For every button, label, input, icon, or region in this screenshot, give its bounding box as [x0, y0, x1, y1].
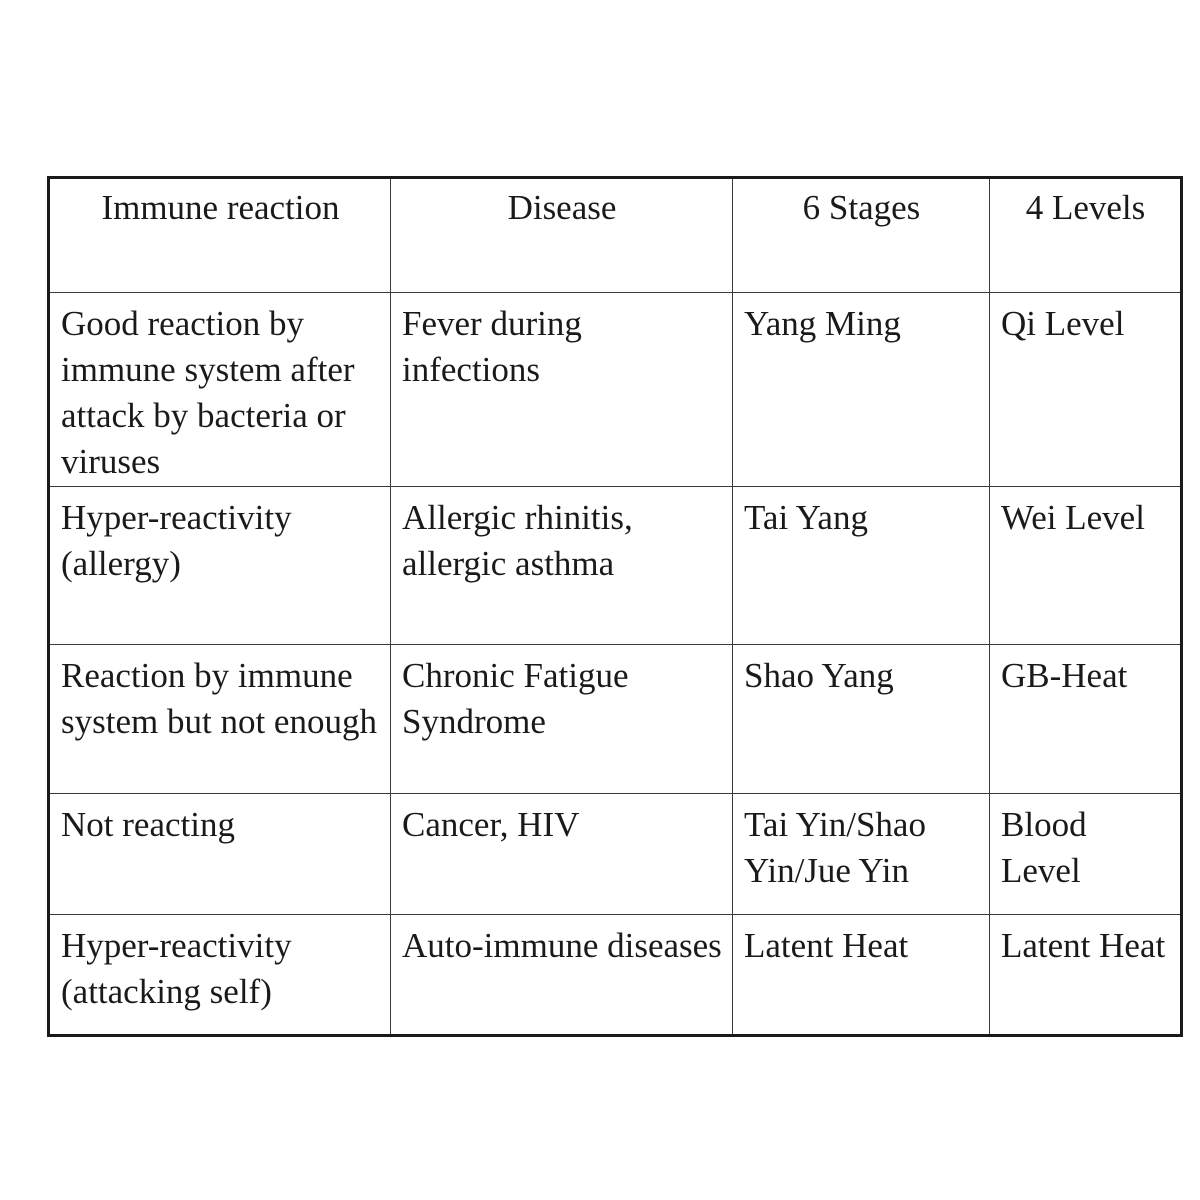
cell-6-stages: Tai Yin/Shao Yin/Jue Yin — [733, 794, 990, 915]
table-row — [49, 915, 1182, 1036]
cell-disease: Cancer, HIV — [391, 794, 733, 915]
cell-6-stages: Tai Yang — [733, 487, 990, 645]
cell-6-stages: Latent Heat — [733, 915, 990, 1036]
cell-disease: Chronic Fatigue Syndrome — [391, 645, 733, 794]
cell-4-levels: Wei Level — [990, 487, 1182, 645]
header-immune-reaction: Immune reaction — [49, 178, 391, 293]
cell-immune-reaction: Good reaction by immune system after attack by bacteria or viruses — [49, 293, 391, 487]
cell-6-stages: Yang Ming — [733, 293, 990, 487]
cell-immune-reaction: Not reacting — [49, 794, 391, 915]
table-row — [49, 794, 1182, 915]
table-header-row — [49, 178, 1182, 293]
cell-immune-reaction: Hyper-reactivity (attacking self) — [49, 915, 391, 1036]
cell-4-levels: Qi Level — [990, 293, 1182, 487]
table-row — [49, 487, 1182, 645]
cell-disease: Allergic rhinitis, allergic asthma — [391, 487, 733, 645]
cell-4-levels: GB-Heat — [990, 645, 1182, 794]
immune-reaction-table — [47, 176, 1183, 1037]
header-disease: Disease — [391, 178, 733, 293]
cell-6-stages: Shao Yang — [733, 645, 990, 794]
header-4-levels: 4 Levels — [990, 178, 1182, 293]
cell-immune-reaction: Hyper-reactivity (allergy) — [49, 487, 391, 645]
cell-disease: Fever during infections — [391, 293, 733, 487]
table-row — [49, 645, 1182, 794]
cell-4-levels: Latent Heat — [990, 915, 1182, 1036]
header-6-stages: 6 Stages — [733, 178, 990, 293]
cell-disease: Auto-immune diseases — [391, 915, 733, 1036]
cell-4-levels: Blood Level — [990, 794, 1182, 915]
table-row — [49, 293, 1182, 487]
cell-immune-reaction: Reaction by immune system but not enough — [49, 645, 391, 794]
